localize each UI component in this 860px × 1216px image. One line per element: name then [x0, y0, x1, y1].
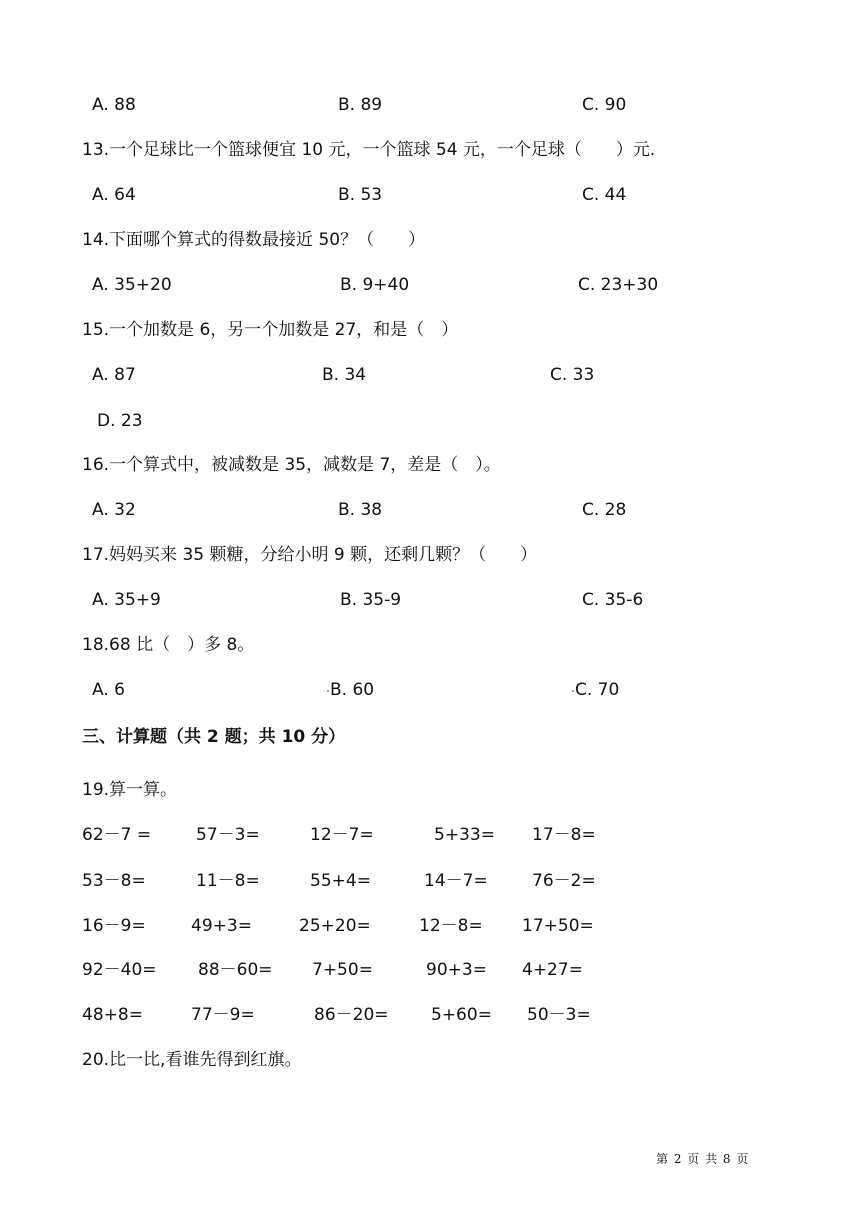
q17-option-c: C. 35-6 [582, 590, 644, 610]
calc-item: 90+3= [426, 960, 487, 980]
calc-item: 16－9= [82, 916, 146, 936]
q15-question: 15.一个加数是 6，另一个加数是 27，和是（ ） [82, 320, 459, 340]
section-heading: 三、计算题（共 2 题；共 10 分） [82, 727, 346, 747]
calc-item: 76－2= [532, 871, 596, 891]
stray-dot-mark [572, 690, 574, 692]
calc-item: 77－9= [191, 1005, 255, 1025]
q16-option-c: C. 28 [582, 500, 627, 520]
calc-item: 86－20= [314, 1005, 389, 1025]
q16-question: 16.一个算式中，被减数是 35，减数是 7，差是（ ）。 [82, 455, 501, 475]
q14-option-a: A. 35+20 [92, 275, 172, 295]
q13-option-b: B. 53 [338, 185, 383, 205]
q15-option-a: A. 87 [92, 365, 136, 385]
q16-option-a: A. 32 [92, 500, 136, 520]
calc-item: 11－8= [196, 871, 260, 891]
calc-item: 25+20= [299, 916, 371, 936]
q17-question: 17.妈妈买来 35 颗糖，分给小明 9 颗，还剩几颗？（ ） [82, 545, 538, 565]
q19-question: 19.算一算。 [82, 780, 178, 800]
calc-item: 17+50= [522, 916, 594, 936]
q14-question: 14.下面哪个算式的得数最接近 50？（ ） [82, 230, 426, 250]
calc-item: 14－7= [424, 871, 488, 891]
calc-item: 50－3= [527, 1005, 591, 1025]
q18-option-c: C. 70 [575, 680, 620, 700]
calc-item: 4+27= [522, 960, 583, 980]
q13-option-c: C. 44 [582, 185, 627, 205]
q15-option-b: B. 34 [322, 365, 367, 385]
q14-option-c: C. 23+30 [578, 275, 659, 295]
q12-option-b: B. 89 [338, 95, 383, 115]
q17-option-b: B. 35-9 [340, 590, 402, 610]
calc-item: 53－8= [82, 871, 146, 891]
calc-item: 5+60= [431, 1005, 492, 1025]
q18-question: 18.68 比（ ）多 8。 [82, 635, 255, 655]
calc-item: 5+33= [434, 825, 495, 845]
calc-item: 57－3= [196, 825, 260, 845]
calc-item: 55+4= [310, 871, 371, 891]
page-footer: 第 2 页 共 8 页 [656, 1152, 750, 1166]
calc-item: 12－8= [419, 916, 483, 936]
q12-option-a: A. 88 [92, 95, 136, 115]
q13-question: 13.一个足球比一个篮球便宜 10 元，一个篮球 54 元，一个足球（ ）元. [82, 140, 656, 160]
q15-option-c: C. 33 [550, 365, 595, 385]
q12-option-c: C. 90 [582, 95, 627, 115]
calc-item: 62－7 = [82, 825, 152, 845]
q18-option-b: B. 60 [330, 680, 375, 700]
stray-dot-mark [327, 690, 329, 692]
q16-option-b: B. 38 [338, 500, 383, 520]
calc-item: 88－60= [198, 960, 273, 980]
q20-question: 20.比一比,看谁先得到红旗。 [82, 1050, 302, 1070]
calc-item: 92－40= [82, 960, 157, 980]
q13-option-a: A. 64 [92, 185, 136, 205]
calc-item: 7+50= [312, 960, 373, 980]
q17-option-a: A. 35+9 [92, 590, 161, 610]
q15-option-d: D. 23 [97, 411, 143, 431]
calc-item: 12－7= [310, 825, 374, 845]
calc-item: 17－8= [532, 825, 596, 845]
calc-item: 49+3= [191, 916, 252, 936]
calc-item: 48+8= [82, 1005, 143, 1025]
q18-option-a: A. 6 [92, 680, 125, 700]
q14-option-b: B. 9+40 [340, 275, 410, 295]
